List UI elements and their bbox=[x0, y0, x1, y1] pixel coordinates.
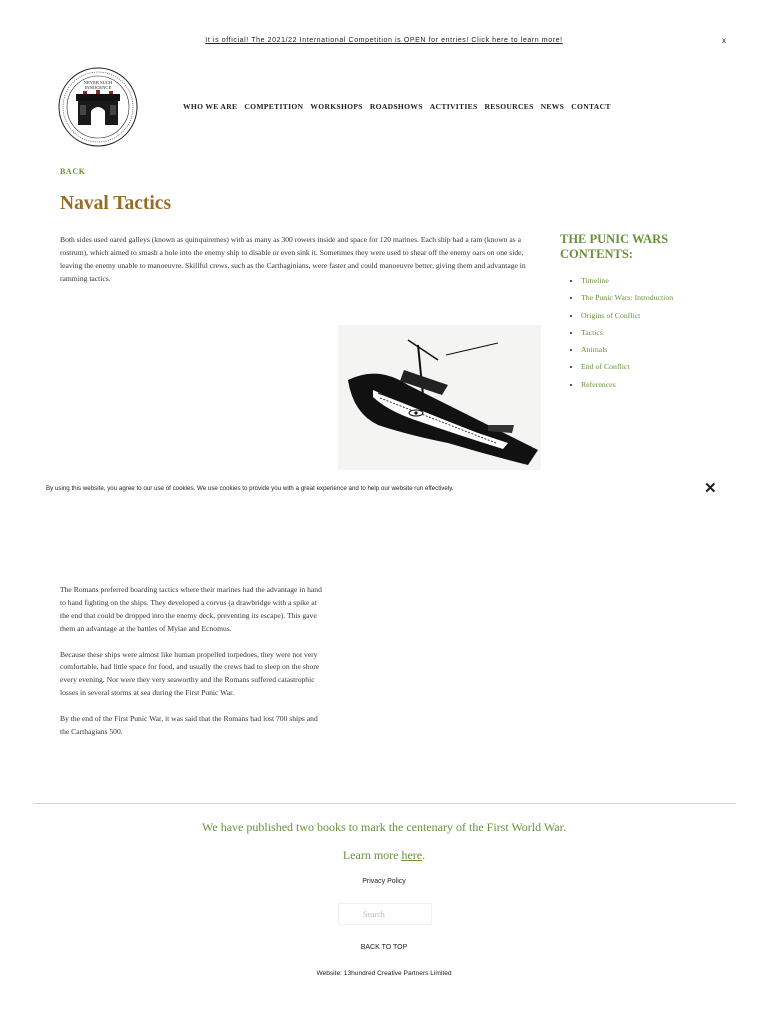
article-body bbox=[60, 584, 322, 752]
body-paragraph-1: The Romans preferred boarding tactics where their marines had the advantage in hand to hand fighting on the ships. They developed a corvus (a drawbridge with a spike at the end that could be dropped into the enemy deck, preventing its escape). This gave them an advantage at the battles of Mylae and Ecnomus. bbox=[60, 585, 322, 633]
learn-more-suffix: . bbox=[422, 848, 426, 862]
nav-item-contact[interactable]: CONTACT bbox=[571, 102, 611, 111]
ship-drawing bbox=[338, 325, 541, 470]
nav-item-resources[interactable]: RESOURCES bbox=[484, 102, 534, 111]
sidebar-item-end-of-conflict[interactable]: • End of Conflict bbox=[581, 362, 730, 372]
privacy-policy-link[interactable]: Privacy Policy bbox=[362, 878, 406, 885]
announcement-close-button[interactable]: x bbox=[722, 36, 726, 45]
sidebar-item-timeline[interactable]: • Timeline bbox=[581, 276, 730, 286]
ship-illustration bbox=[338, 325, 541, 470]
nav-item-roadshows[interactable]: ROADSHOWS bbox=[369, 102, 423, 111]
cookie-notice: By using this website, you agree to our use of cookies. We use cookies to provide you with a great experience and to help our website run effectively. bbox=[46, 485, 454, 492]
learn-more-link[interactable]: here bbox=[401, 848, 423, 862]
announcement-link[interactable]: It is official! The 2021/22 International Competition is OPEN for entries! Click here to learn more! bbox=[205, 37, 563, 44]
nav-item-who-we-are[interactable]: WHO WE ARE bbox=[183, 102, 238, 111]
sidebar-title: THE PUNIC WARS CONTENTS: bbox=[560, 232, 669, 261]
learn-more-prefix: Learn more bbox=[342, 848, 402, 862]
sidebar-item-tactics[interactable]: • Tactics bbox=[581, 328, 730, 338]
body-paragraph-3: By the end of the First Punic War, it was said that the Romans had lost 700 ships and the Carthagians 500. bbox=[60, 714, 318, 736]
cookie-close-button[interactable]: ✕ bbox=[704, 480, 717, 497]
back-to-top-link[interactable]: BACK TO TOP bbox=[360, 944, 408, 951]
search-input[interactable] bbox=[338, 903, 432, 925]
intro-paragraph: Both sides used oared galleys (known as quinquiremes) with as many as 300 rowers inside and space for 120 marines. Each ship had a ram (known as a rostrum), which aimed to smash a hole into the enemy ship to disable or even sink it. Sometimes they were used to shear off the enemy oars on one side, leaving the enemy unable to manoeuvre. Skillful crews, such as the Carthaginians, were faster and could manoeuvre better, giving them and advantage in ramming tactics. bbox=[60, 235, 526, 283]
back-link[interactable]: BACK bbox=[60, 167, 86, 176]
sidebar-item-references[interactable]: • References bbox=[581, 380, 730, 390]
nav-item-workshops[interactable]: WORKSHOPS bbox=[310, 102, 363, 111]
sidebar-item-origins[interactable]: • Origins of Conflict bbox=[581, 311, 730, 321]
sidebar-item-animals[interactable]: • Animals bbox=[581, 345, 730, 355]
learn-more bbox=[0, 848, 768, 862]
contents-list bbox=[560, 276, 730, 390]
contents-sidebar bbox=[560, 232, 730, 397]
main-nav bbox=[183, 102, 618, 111]
nav-item-activities[interactable]: ACTIVITIES bbox=[429, 102, 478, 111]
site-credit: Website: 13hundred Creative Partners Limited bbox=[316, 970, 452, 977]
page-title: Naval Tactics bbox=[60, 193, 172, 214]
footer-divider bbox=[33, 803, 736, 804]
nav-item-competition[interactable]: COMPETITION bbox=[244, 102, 304, 111]
logo-text-line1: NEVER SUCH bbox=[83, 80, 113, 85]
announcement-bar bbox=[0, 37, 768, 44]
books-promo: We have published two books to mark the centenary of the First World War. bbox=[202, 820, 566, 834]
logo-text-line2: INNOCENCE bbox=[84, 85, 112, 90]
site-logo[interactable] bbox=[58, 67, 138, 147]
body-paragraph-2: Because these ships were almost like human propelled torpedoes, they were not very comfortable, had little space for food, and usually the crews had to sleep on the shore every evening. Nor were they very seaworthy and the Romans suffered catastrophic losses in several storms at sea during the First Punic War. bbox=[60, 649, 320, 698]
nav-item-news[interactable]: NEWS bbox=[540, 102, 565, 111]
sidebar-item-introduction[interactable]: • The Punic Wars: Introduction bbox=[581, 293, 730, 303]
